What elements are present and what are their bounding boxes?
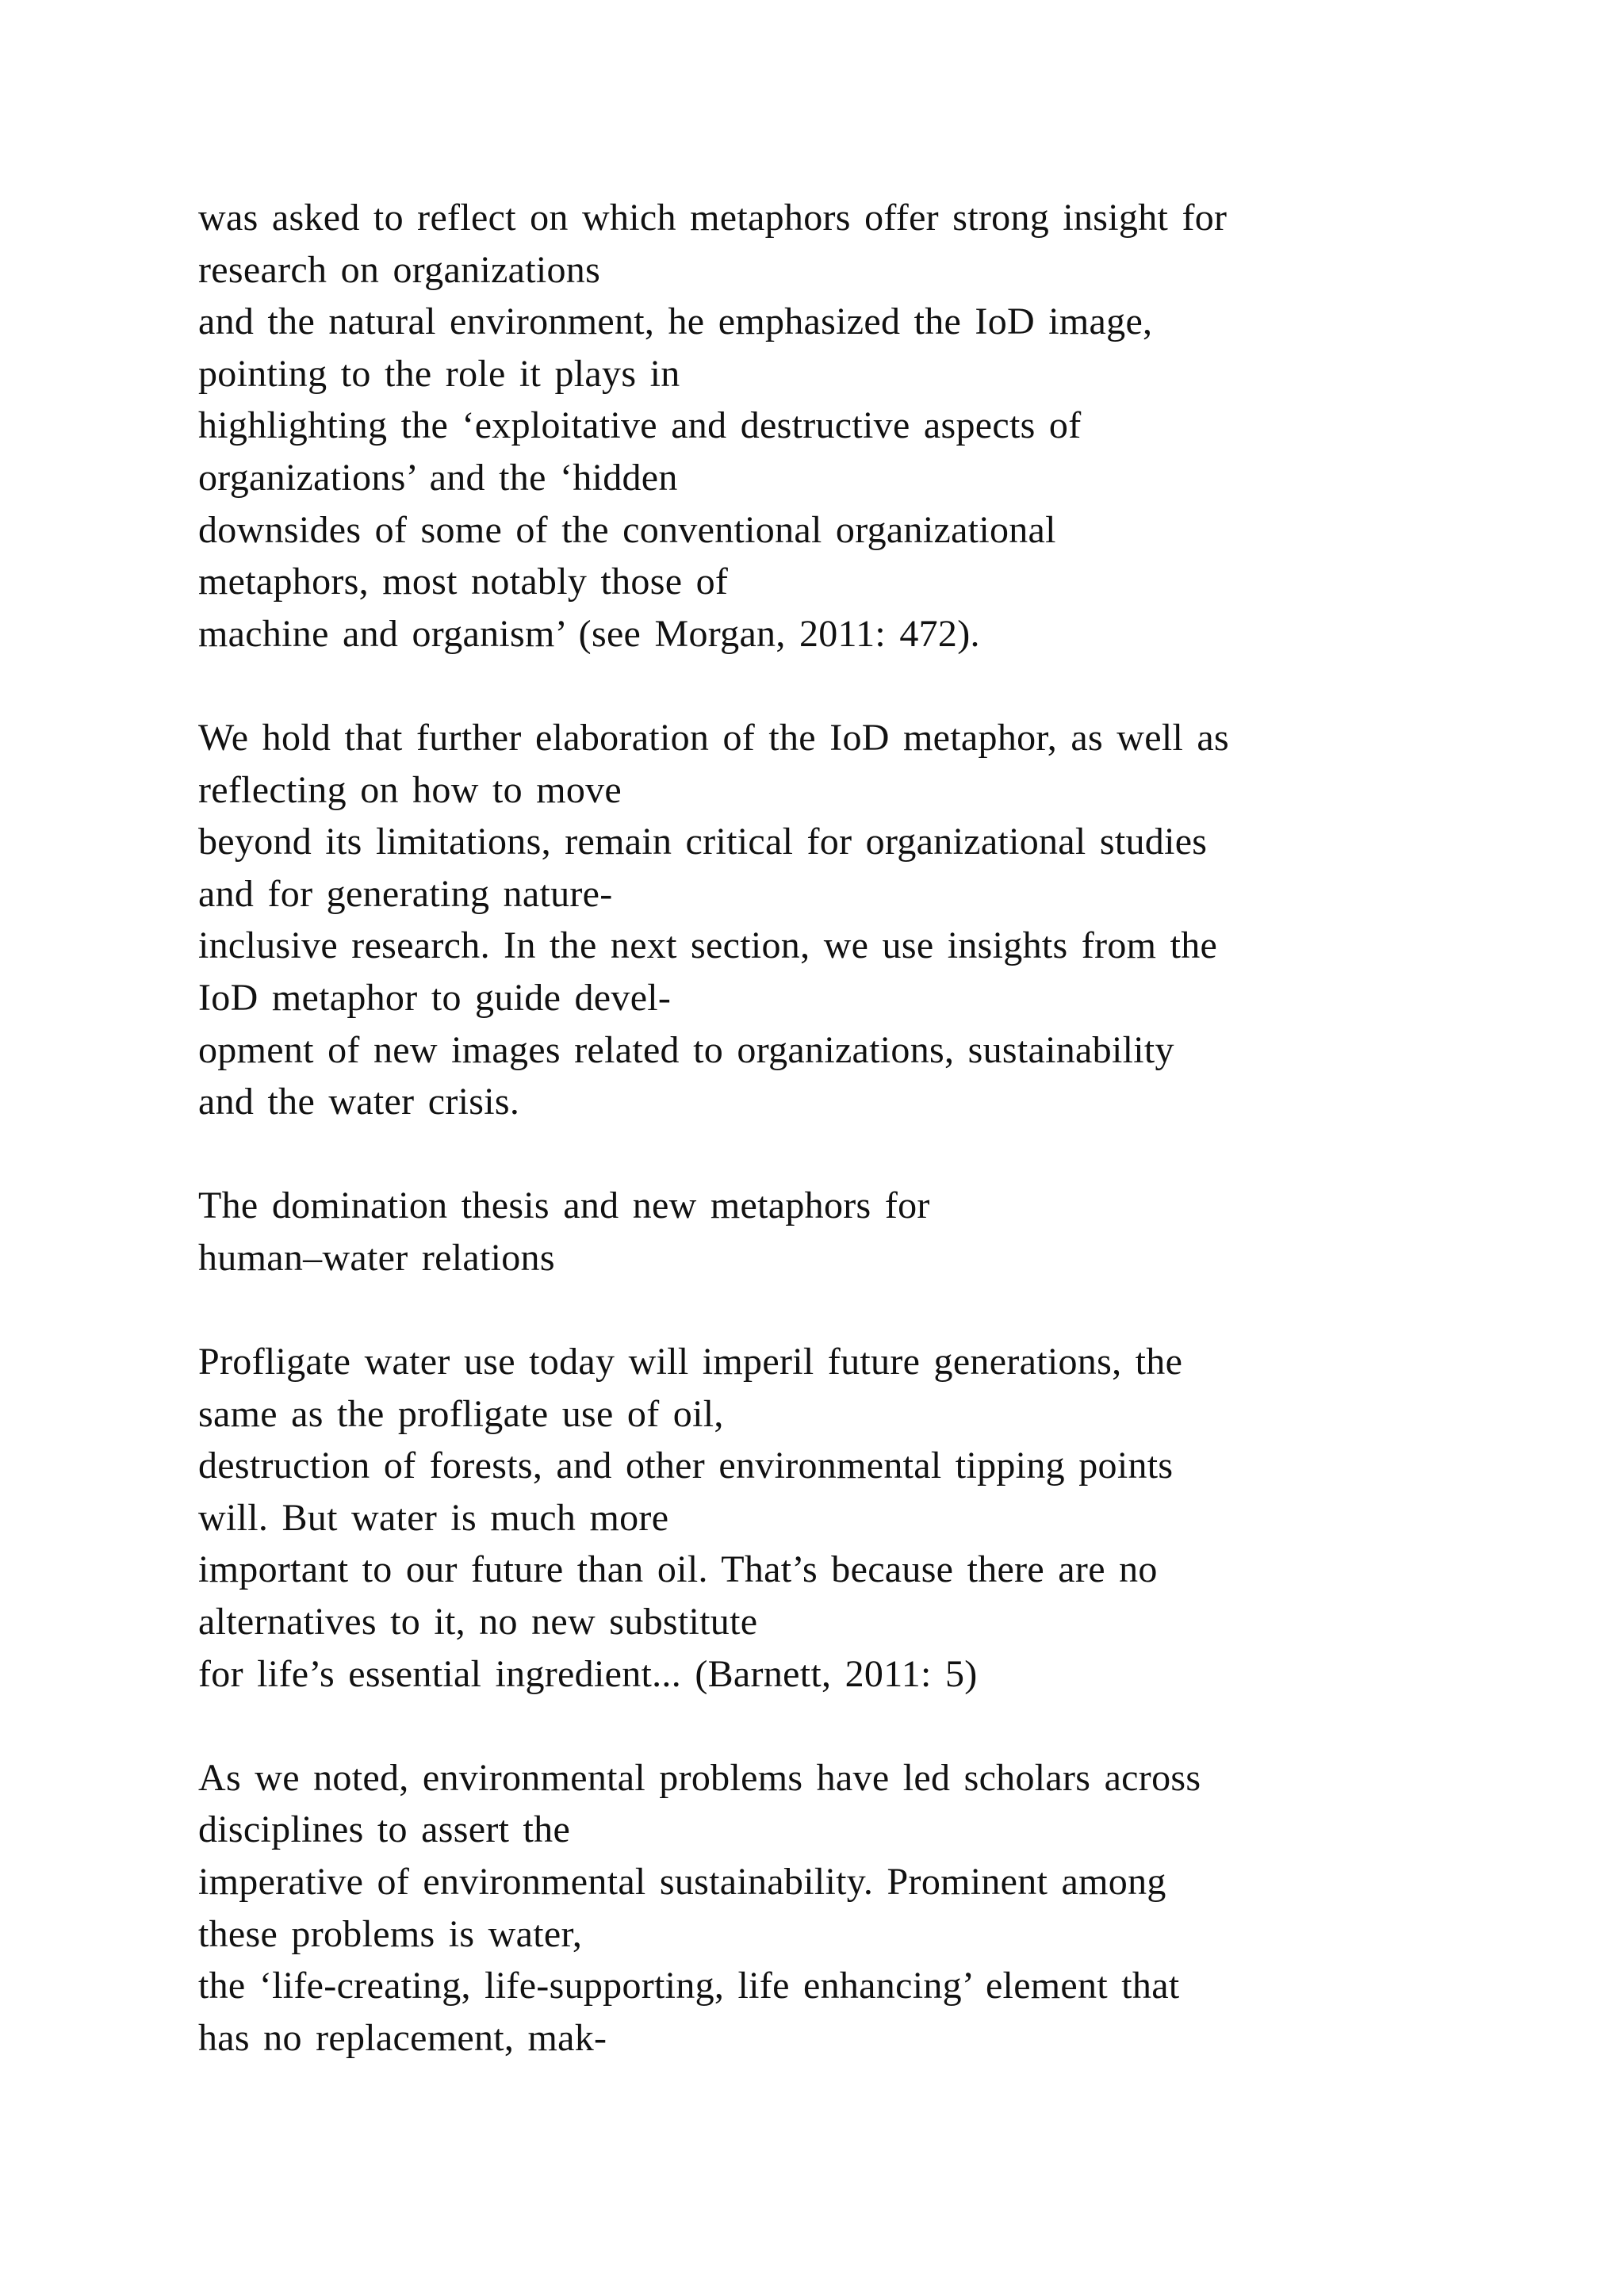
text-line: opment of new images related to organizations, sustainability xyxy=(198,1028,1174,1071)
text-line: machine and organism’ (see Morgan, 2011: 472). xyxy=(198,612,980,655)
heading-line: human–water relations xyxy=(198,1236,555,1279)
text-line: reflecting on how to move xyxy=(198,768,622,811)
text-line: We hold that further elaboration of the IoD metaphor, as well as xyxy=(198,716,1230,759)
text-line: and the water crisis. xyxy=(198,1081,520,1123)
text-line: organizations’ and the ‘hidden xyxy=(198,456,678,499)
quote-line: destruction of forests, and other environmental tipping points xyxy=(198,1445,1174,1487)
text-line: has no replacement, mak- xyxy=(198,2016,607,2059)
text-line: IoD metaphor to guide devel- xyxy=(198,976,672,1019)
text-line: downsides of some of the conventional organizational xyxy=(198,508,1056,551)
quote-line: alternatives to it, no new substitute xyxy=(198,1601,758,1644)
quote-line: same as the profligate use of oil, xyxy=(198,1392,724,1435)
text-line: inclusive research. In the next section, we use insights from the xyxy=(198,924,1218,967)
quote-line: will. But water is much more xyxy=(198,1496,669,1539)
quote-line: important to our future than oil. That’s because there are no xyxy=(198,1548,1158,1591)
paragraph-water-problem xyxy=(198,1752,1515,2064)
text-line: disciplines to assert the xyxy=(198,1808,571,1851)
block-quote xyxy=(198,1336,1515,1700)
paragraph-elaboration xyxy=(198,712,1515,1128)
quote-line: for life’s essential ingredient... (Barnett, 2011: 5) xyxy=(198,1652,978,1695)
text-line: As we noted, environmental problems have led scholars across xyxy=(198,1756,1201,1799)
text-line: pointing to the role it plays in xyxy=(198,352,680,395)
heading-line: The domination thesis and new metaphors for xyxy=(198,1184,930,1227)
text-line: and the natural environment, he emphasized the IoD image, xyxy=(198,300,1153,343)
text-line: was asked to reflect on which metaphors offer strong insight for xyxy=(198,197,1228,239)
text-line: and for generating nature- xyxy=(198,872,613,915)
text-line: research on organizations xyxy=(198,248,601,291)
document-page xyxy=(198,192,1515,2064)
text-line: metaphors, most notably those of xyxy=(198,561,729,603)
text-line: these problems is water, xyxy=(198,1912,583,1955)
text-line: beyond its limitations, remain critical for organizational studies xyxy=(198,821,1208,863)
quote-line: Profligate water use today will imperil future generations, the xyxy=(198,1341,1183,1383)
text-line: imperative of environmental sustainability. Prominent among xyxy=(198,1861,1166,1903)
text-line: highlighting the ‘exploitative and destructive aspects of xyxy=(198,404,1082,447)
text-line: the ‘life-creating, life-supporting, life enhancing’ element that xyxy=(198,1965,1180,2007)
section-heading xyxy=(198,1180,1515,1284)
paragraph-iod-image xyxy=(198,192,1515,660)
